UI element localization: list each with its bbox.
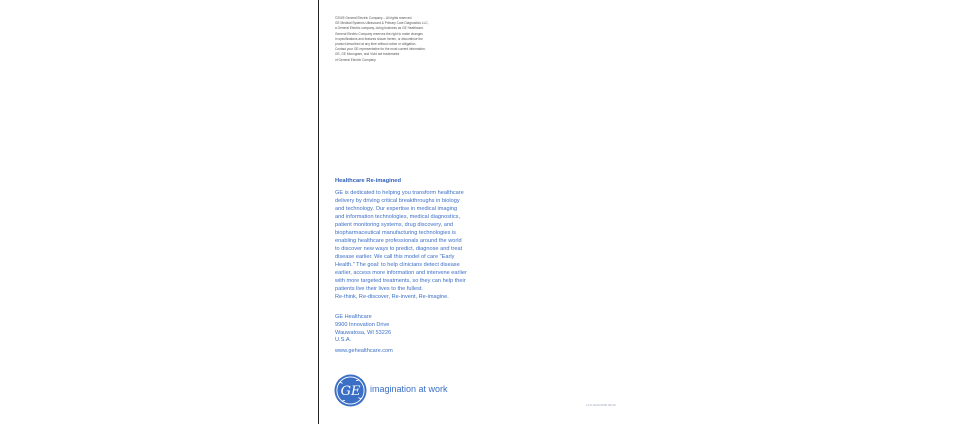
document-code: LCS-4446-0000 09-09 [586, 403, 616, 407]
body-line: and technology. Our expertise in medical imaging [335, 206, 458, 212]
body-line: earlier, access more information and intervene earlier [335, 270, 467, 276]
ge-monogram-logo [334, 374, 367, 407]
body-line: with more targeted treatments, so they can help their [335, 278, 466, 284]
body-line: Health." The goal: to help clinicians detect disease [335, 262, 460, 268]
address-line: U.S.A. [335, 337, 352, 344]
legal-line: Contact your GE representative for the most current information. [335, 47, 426, 52]
legal-line: GE, GE Monogram, and Vivid are trademarks [335, 52, 400, 57]
ge-monogram-text: GE [340, 384, 361, 399]
legal-notice [335, 16, 455, 63]
address-line: GE Healthcare [335, 314, 372, 320]
body-line: GE is dedicated to helping you transform healthcare [335, 190, 464, 196]
website-link[interactable]: www.gehealthcare.com [335, 348, 393, 354]
body-line: to discover new ways to predict, diagnose and treat [335, 246, 463, 252]
healthcare-reimagined-section [335, 178, 495, 301]
body-line: patient monitoring systems, drug discovery, and [335, 222, 454, 228]
company-address [335, 314, 391, 345]
legal-line: in specifications and features shown herein, or discontinue the [335, 36, 423, 41]
body-line: delivery by driving critical breakthroughs in biology [335, 198, 460, 204]
legal-line: of General Electric Company. [335, 57, 377, 62]
section-heading: Healthcare Re-imagined [335, 178, 402, 184]
address-line: Wauwatosa, WI 53226 [335, 329, 392, 336]
body-line: enabling healthcare professionals around the world [335, 238, 462, 244]
section-body [335, 189, 495, 301]
legal-line: General Electric Company reserves the right to make changes [335, 31, 423, 36]
address-line: 9900 Innovation Drive [335, 321, 390, 328]
legal-line: a General Electric company, doing business as GE Healthcare. [335, 26, 424, 31]
logo-tagline: imagination at work [370, 384, 448, 394]
body-line: Re-think, Re-discover, Re-invent, Re-imagine. [335, 294, 449, 300]
body-line: patients live their lives to the fullest. [335, 286, 423, 292]
body-line: disease earlier. We call this model of care "Early [335, 254, 455, 260]
page-divider [318, 0, 319, 424]
legal-line: GE Medical Systems Ultrasound & Primary Care Diagnostics LLC, [335, 21, 429, 26]
legal-line: product described at any time without notice or obligation. [335, 42, 417, 47]
legal-line: ©2009 General Electric Company – All rights reserved. [335, 16, 413, 20]
body-line: biopharmaceutical manufacturing technologies is [335, 230, 456, 236]
ge-monogram-icon [334, 374, 367, 407]
body-line: and information technologies, medical diagnostics, [335, 214, 460, 220]
